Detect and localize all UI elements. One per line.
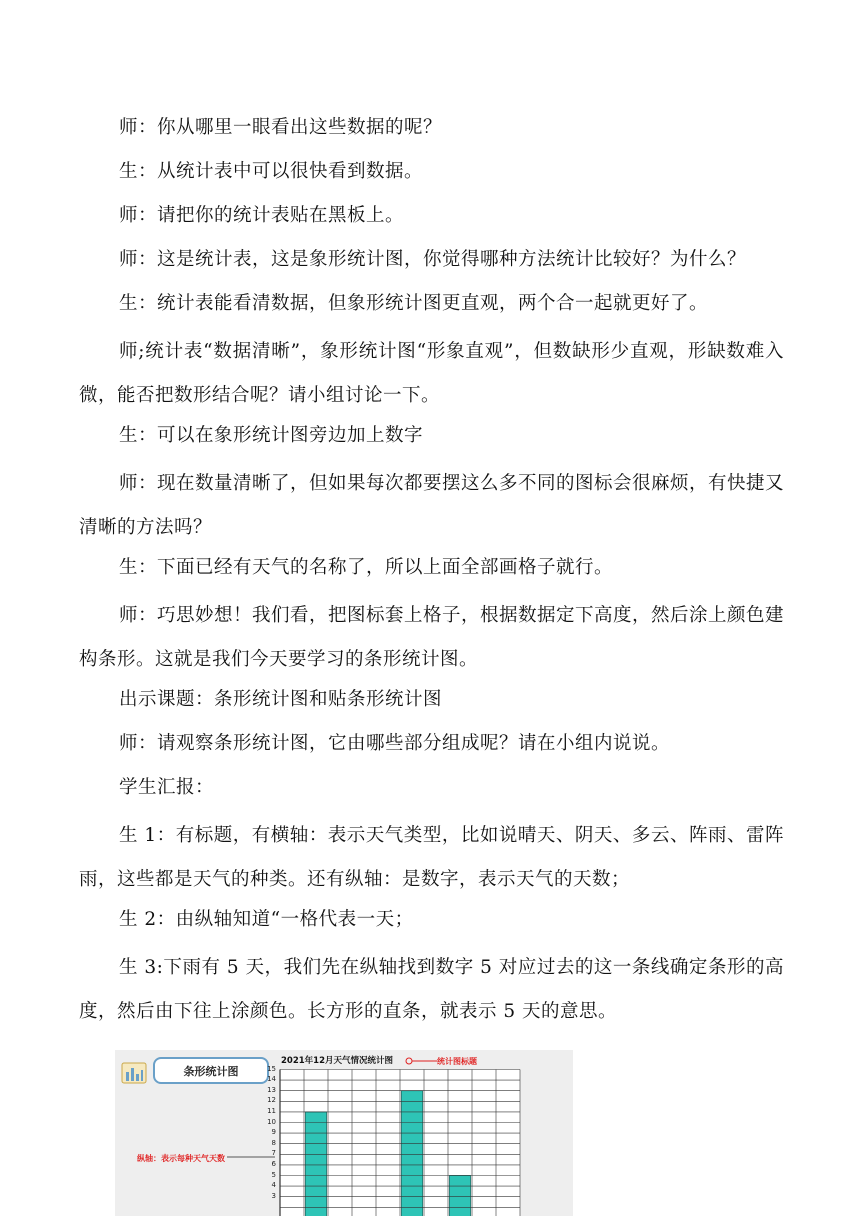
paragraph: 出示课题：条形统计图和贴条形统计图 xyxy=(119,689,443,710)
chart-bar xyxy=(306,1112,327,1216)
y-tick-label: 12 xyxy=(267,1096,276,1105)
paragraph: 生：从统计表中可以很快看到数据。 xyxy=(119,161,424,182)
bar-chart-figure xyxy=(115,1050,573,1216)
paragraph: 师：这是统计表，这是象形统计图，你觉得哪种方法统计比较好？为什么？ xyxy=(119,249,747,270)
y-axis-annotation: 纵轴：表示每种天气天数 xyxy=(137,1154,225,1163)
title-annotation: 统计图标题 xyxy=(437,1057,477,1066)
y-tick-label: 15 xyxy=(267,1064,276,1073)
y-tick-label: 6 xyxy=(271,1159,276,1168)
paragraph: 生 3:下雨有 5 天，我们先在纵轴找到数字 5 对应过去的这一条线确定条形的高度，然后由下往上涂颜色。长方形的直条，就表示 5 天的意思。 xyxy=(79,957,784,1022)
paragraph: 生 2：由纵轴知道“一格代表一天； xyxy=(119,909,414,930)
chart-bar xyxy=(402,1091,423,1216)
bar-chart xyxy=(115,1050,573,1216)
y-tick-label: 8 xyxy=(271,1138,276,1147)
y-tick-label: 11 xyxy=(267,1106,276,1115)
paragraph: 学生汇报： xyxy=(119,777,215,798)
paragraph: 生：下面已经有天气的名称了，所以上面全部画格子就行。 xyxy=(119,557,614,578)
y-tick-label: 9 xyxy=(271,1128,276,1137)
y-tick-label: 14 xyxy=(267,1075,276,1084)
y-tick-label: 10 xyxy=(267,1117,276,1126)
paragraph: 生 1：有标题，有横轴：表示天气类型，比如说晴天、阴天、多云、阵雨、雷阵雨，这些都是天气的种类。还有纵轴：是数字，表示天气的天数； xyxy=(79,825,784,890)
paragraph: 师：你从哪里一眼看出这些数据的呢？ xyxy=(119,117,443,138)
paragraph: 生：可以在象形统计图旁边加上数字 xyxy=(119,425,424,446)
y-tick-label: 13 xyxy=(267,1085,276,1094)
y-tick-label: 5 xyxy=(271,1170,276,1179)
y-tick-label: 3 xyxy=(271,1191,276,1200)
paragraph: 师：请把你的统计表贴在黑板上。 xyxy=(119,205,405,226)
paragraph: 师：现在数量清晰了，但如果每次都要摆这么多不同的图标会很麻烦，有快捷又清晰的方法吗？ xyxy=(79,473,785,538)
paragraph: 师;统计表“数据清晰”，象形统计图“形象直观”，但数缺形少直观，形缺数难入微，能否把数形结合呢？请小组讨论一下。 xyxy=(79,341,784,406)
paragraph: 师：请观察条形统计图，它由哪些部分组成呢？请在小组内说说。 xyxy=(119,733,671,754)
paragraph: 生：统计表能看清数据，但象形统计图更直观，两个合一起就更好了。 xyxy=(119,293,709,314)
chart-bar xyxy=(450,1176,471,1216)
chart-title: 2021年12月天气情况统计图 xyxy=(281,1056,393,1066)
y-tick-label: 4 xyxy=(271,1181,276,1190)
paragraph: 师：巧思妙想！我们看，把图标套上格子，根据数据定下高度，然后涂上颜色建构条形。这就是我们今天要学习的条形统计图。 xyxy=(79,605,785,670)
y-tick-label: 7 xyxy=(271,1149,276,1158)
figure-label-box: 条形统计图 xyxy=(153,1057,269,1084)
